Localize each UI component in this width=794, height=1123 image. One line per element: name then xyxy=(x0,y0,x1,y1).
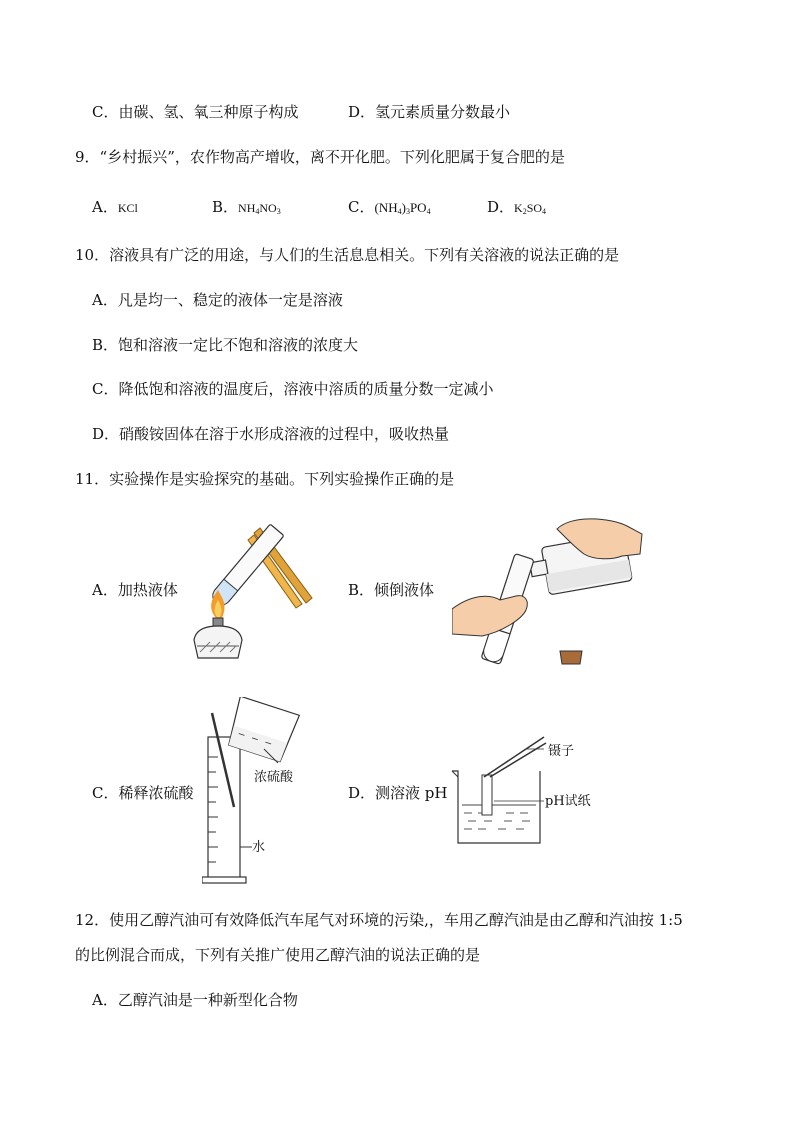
q10-option-b: B．饱和溶液一定比不饱和溶液的浓度大 xyxy=(92,336,359,354)
q9-option-c xyxy=(348,197,431,222)
q9-c-f3: PO xyxy=(409,200,427,215)
label-ph-paper: pH试纸 xyxy=(545,794,591,809)
q11-option-b: B．倾倒液体 xyxy=(348,581,435,599)
measuring-ph-figure xyxy=(448,735,548,845)
q10-option-a: A．凡是均一、稳定的液体一定是溶液 xyxy=(92,291,343,309)
q9-c-s1: 4 xyxy=(397,207,402,216)
q9-option-b-letter: B． xyxy=(212,198,239,216)
q9-option-a xyxy=(92,197,138,218)
q9-b-f1: NH xyxy=(238,201,256,215)
q10-option-d: D．硝酸铵固体在溶于水形成溶液的过程中，吸收热量 xyxy=(92,425,450,443)
q9-d-f2: SO xyxy=(526,201,543,215)
q11-option-a: A．加热液体 xyxy=(92,581,178,599)
q9-option-d-letter: D． xyxy=(487,198,515,216)
q10-stem: 10．溶液具有广泛的用途，与人们的生活息息相关。下列有关溶液的说法正确的是 xyxy=(75,246,620,264)
q11-option-d: D．测溶液 pH xyxy=(348,784,448,802)
q9-d-s1: 2 xyxy=(522,207,527,216)
q9-option-b xyxy=(212,197,281,222)
label-concentrated-sulfuric-acid: 浓硫酸 xyxy=(254,770,294,785)
q9-option-a-formula: KCl xyxy=(117,201,138,215)
q10-option-c: C．降低饱和溶液的温度后，溶液中溶质的质量分数一定减小 xyxy=(92,380,494,398)
label-water: 水 xyxy=(252,840,266,855)
heating-liquid-figure xyxy=(188,518,318,663)
q9-c-s3: 4 xyxy=(426,207,431,216)
q9-b-s2: 3 xyxy=(276,207,281,216)
q9-d-s2: 4 xyxy=(542,207,547,216)
q9-b-f2: NO xyxy=(259,201,277,215)
q9-option-c-letter: C． xyxy=(348,198,375,216)
q8-option-c: C．由碳、氢、氧三种原子构成 xyxy=(92,103,299,121)
pouring-liquid-figure xyxy=(452,514,647,674)
q12-stem-line1: 12．使用乙醇汽油可有效降低汽车尾气对环境的污染,，车用乙醇汽油是由乙醇和汽油按 1:5 xyxy=(75,911,683,929)
diluting-acid-figure xyxy=(202,697,302,887)
q9-stem: 9．“乡村振兴”，农作物高产增收，离不开化肥。下列化肥属于复合肥的是 xyxy=(75,148,565,166)
q11-option-c: C．稀释浓硫酸 xyxy=(92,784,194,802)
q12-stem-line2: 的比例混合而成，下列有关推广使用乙醇汽油的说法正确的是 xyxy=(75,946,481,964)
q12-option-a: A．乙醇汽油是一种新型化合物 xyxy=(92,991,298,1009)
q9-d-f1: K xyxy=(514,201,523,215)
q9-option-a-letter: A． xyxy=(92,198,118,216)
q9-c-f1: (NH xyxy=(374,200,398,215)
q9-option-d xyxy=(487,197,546,222)
q9-c-s2: 3 xyxy=(405,207,410,216)
label-tweezers: 镊子 xyxy=(548,744,575,759)
q9-c-f2: ) xyxy=(401,200,406,215)
q8-option-d: D．氢元素质量分数最小 xyxy=(348,103,511,121)
q9-b-s1: 4 xyxy=(255,207,260,216)
q11-stem: 11．实验操作是实验探究的基础。下列实验操作正确的是 xyxy=(75,470,455,488)
